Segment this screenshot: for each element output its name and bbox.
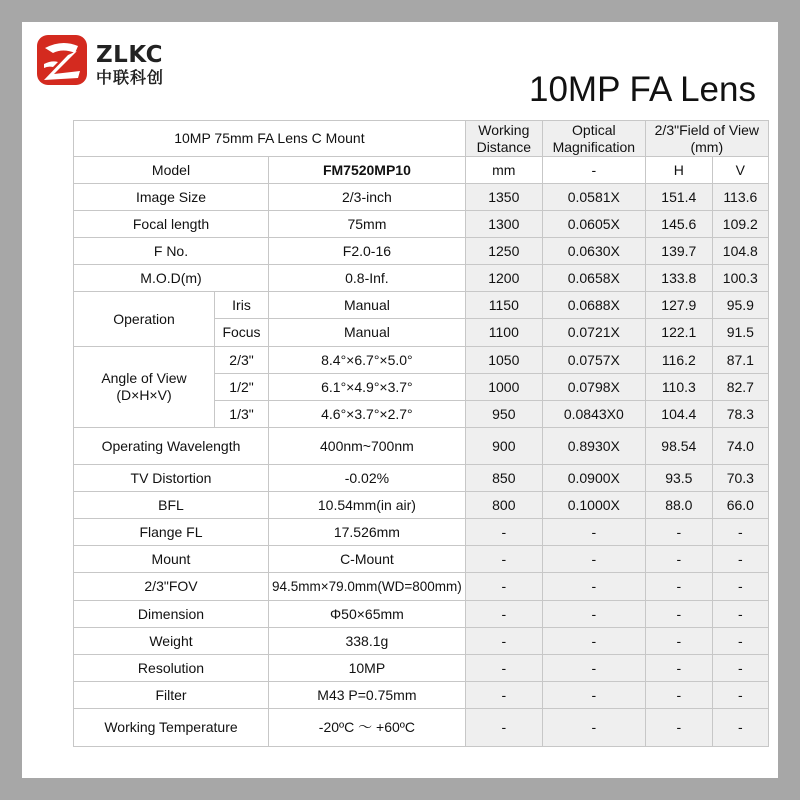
header-row bbox=[74, 121, 769, 157]
wd-cell: 1300 bbox=[465, 211, 542, 238]
fov-v-cell: - bbox=[712, 573, 768, 601]
page-title: 10MP FA Lens bbox=[528, 70, 756, 109]
wd-cell: 1200 bbox=[465, 265, 542, 292]
table-row bbox=[74, 682, 769, 709]
angle-value: 8.4°×6.7°×5.0° bbox=[269, 347, 466, 374]
mag-cell: 0.0581X bbox=[542, 184, 645, 211]
fov-v-cell: 66.0 bbox=[712, 492, 768, 519]
wd-cell: - bbox=[465, 601, 542, 628]
table-row bbox=[74, 465, 769, 492]
table-row bbox=[74, 519, 769, 546]
sensor-size: 1/3" bbox=[215, 401, 269, 428]
spec-label: Dimension bbox=[74, 601, 269, 628]
wd-cell: 1250 bbox=[465, 238, 542, 265]
table-row bbox=[74, 347, 769, 374]
mag-cell: 0.0900X bbox=[542, 465, 645, 492]
iris-value: Manual bbox=[269, 292, 466, 319]
fov-v-cell: 100.3 bbox=[712, 265, 768, 292]
table-row bbox=[74, 211, 769, 238]
fov-v-cell: 95.9 bbox=[712, 292, 768, 319]
wd-cell: - bbox=[465, 519, 542, 546]
spec-value: 10.54mm(in air) bbox=[269, 492, 466, 519]
table-row bbox=[74, 292, 769, 319]
mag-cell: - bbox=[542, 601, 645, 628]
fov-h-cell: 98.54 bbox=[645, 428, 712, 465]
fov-h-cell: 139.7 bbox=[645, 238, 712, 265]
spec-value: 10MP bbox=[269, 655, 466, 682]
fov-h-cell: 93.5 bbox=[645, 465, 712, 492]
spec-label: Operating Wavelength bbox=[74, 428, 269, 465]
mag-cell: - bbox=[542, 519, 645, 546]
fov-h-cell: 122.1 bbox=[645, 319, 712, 347]
fov-h-cell: - bbox=[645, 655, 712, 682]
fov-v-cell: 70.3 bbox=[712, 465, 768, 492]
wd-cell: - bbox=[465, 628, 542, 655]
fov-v-cell: - bbox=[712, 628, 768, 655]
fov-h-cell: - bbox=[645, 628, 712, 655]
mag-cell: - bbox=[542, 628, 645, 655]
fov-h-cell: 110.3 bbox=[645, 374, 712, 401]
mag-cell: - bbox=[542, 655, 645, 682]
mag-cell: - bbox=[542, 546, 645, 573]
spec-value: C-Mount bbox=[269, 546, 466, 573]
table-row bbox=[74, 265, 769, 292]
fov-h-cell: 88.0 bbox=[645, 492, 712, 519]
spec-label: M.O.D(m) bbox=[74, 265, 269, 292]
fov-v-cell: 74.0 bbox=[712, 428, 768, 465]
mag-cell: - bbox=[542, 709, 645, 747]
wd-cell: - bbox=[465, 682, 542, 709]
table-row bbox=[74, 601, 769, 628]
brand-logo bbox=[36, 34, 216, 100]
fov-v-cell: 91.5 bbox=[712, 319, 768, 347]
spec-label: Image Size bbox=[74, 184, 269, 211]
spec-label: Filter bbox=[74, 682, 269, 709]
spec-value: 400nm~700nm bbox=[269, 428, 466, 465]
mag-cell: 0.0798X bbox=[542, 374, 645, 401]
fov-h-cell: - bbox=[645, 682, 712, 709]
working-distance-header: Working Distance bbox=[465, 121, 542, 157]
model-label: Model bbox=[74, 157, 269, 184]
angle-value: 6.1°×4.9°×3.7° bbox=[269, 374, 466, 401]
wd-cell: - bbox=[465, 546, 542, 573]
table-row bbox=[74, 655, 769, 682]
spec-value: Φ50×65mm bbox=[269, 601, 466, 628]
mag-cell: 0.0605X bbox=[542, 211, 645, 238]
wd-unit: mm bbox=[465, 157, 542, 184]
wd-cell: 1000 bbox=[465, 374, 542, 401]
table-row bbox=[74, 238, 769, 265]
spec-label: Flange FL bbox=[74, 519, 269, 546]
fov-h-cell: 104.4 bbox=[645, 401, 712, 428]
wd-cell: 1150 bbox=[465, 292, 542, 319]
spec-label: 2/3"FOV bbox=[74, 573, 269, 601]
spec-value: 94.5mm×79.0mm(WD=800mm) bbox=[269, 573, 466, 601]
focus-label: Focus bbox=[215, 319, 269, 347]
mag-cell: 0.0843X0 bbox=[542, 401, 645, 428]
mag-cell: 0.1000X bbox=[542, 492, 645, 519]
fov-v-cell: - bbox=[712, 709, 768, 747]
spec-label: Focal length bbox=[74, 211, 269, 238]
fov-h-cell: - bbox=[645, 573, 712, 601]
model-value: FM7520MP10 bbox=[269, 157, 466, 184]
fov-h-cell: - bbox=[645, 546, 712, 573]
fov-h-cell: - bbox=[645, 601, 712, 628]
fov-h-cell: 133.8 bbox=[645, 265, 712, 292]
fov-v-cell: - bbox=[712, 601, 768, 628]
fov-h-cell: - bbox=[645, 709, 712, 747]
product-card bbox=[22, 22, 778, 778]
fov-v-cell: 78.3 bbox=[712, 401, 768, 428]
wd-cell: 800 bbox=[465, 492, 542, 519]
fov-v-cell: 104.8 bbox=[712, 238, 768, 265]
spec-value: 2/3-inch bbox=[269, 184, 466, 211]
fov-h-cell: - bbox=[645, 519, 712, 546]
fov-h-cell: 116.2 bbox=[645, 347, 712, 374]
fov-v-header: V bbox=[712, 157, 768, 184]
fov-v-cell: 82.7 bbox=[712, 374, 768, 401]
table-row bbox=[74, 184, 769, 211]
spec-label: TV Distortion bbox=[74, 465, 269, 492]
wd-cell: 1050 bbox=[465, 347, 542, 374]
spec-value: M43 P=0.75mm bbox=[269, 682, 466, 709]
wd-cell: 1350 bbox=[465, 184, 542, 211]
lens-title: 10MP 75mm FA Lens C Mount bbox=[74, 121, 466, 157]
spec-label: Working Temperature bbox=[74, 709, 269, 747]
fov-v-cell: - bbox=[712, 546, 768, 573]
fov-h-cell: 127.9 bbox=[645, 292, 712, 319]
fov-v-cell: - bbox=[712, 682, 768, 709]
angle-value: 4.6°×3.7°×2.7° bbox=[269, 401, 466, 428]
table-row bbox=[74, 428, 769, 465]
brand-name-cn: 中联科创 bbox=[96, 68, 165, 87]
mag-cell: 0.8930X bbox=[542, 428, 645, 465]
zlkc-logo-icon bbox=[36, 34, 88, 86]
fov-v-cell: - bbox=[712, 655, 768, 682]
fov-h-header: H bbox=[645, 157, 712, 184]
spec-label: Mount bbox=[74, 546, 269, 573]
iris-label: Iris bbox=[215, 292, 269, 319]
spec-value: -20ºC ～ +60ºC bbox=[269, 709, 466, 747]
spec-value: -0.02% bbox=[269, 465, 466, 492]
mag-unit: - bbox=[542, 157, 645, 184]
mag-cell: 0.0658X bbox=[542, 265, 645, 292]
sensor-size: 1/2" bbox=[215, 374, 269, 401]
spec-value: F2.0-16 bbox=[269, 238, 466, 265]
angle-of-view-label: Angle of View (D×H×V) bbox=[74, 347, 215, 428]
operation-label: Operation bbox=[74, 292, 215, 347]
mag-cell: 0.0630X bbox=[542, 238, 645, 265]
spec-label: F No. bbox=[74, 238, 269, 265]
fov-v-cell: 113.6 bbox=[712, 184, 768, 211]
table-row bbox=[74, 628, 769, 655]
table-row bbox=[74, 709, 769, 747]
wd-cell: 900 bbox=[465, 428, 542, 465]
spec-value: 75mm bbox=[269, 211, 466, 238]
model-row bbox=[74, 157, 769, 184]
fov-h-cell: 151.4 bbox=[645, 184, 712, 211]
fov-h-cell: 145.6 bbox=[645, 211, 712, 238]
sensor-size: 2/3" bbox=[215, 347, 269, 374]
table-row bbox=[74, 546, 769, 573]
optical-magnification-header: Optical Magnification bbox=[542, 121, 645, 157]
wd-cell: 850 bbox=[465, 465, 542, 492]
spec-value: 0.8-Inf. bbox=[269, 265, 466, 292]
spec-label: Weight bbox=[74, 628, 269, 655]
mag-cell: 0.0688X bbox=[542, 292, 645, 319]
wd-cell: 1100 bbox=[465, 319, 542, 347]
mag-cell: - bbox=[542, 682, 645, 709]
fov-v-cell: 87.1 bbox=[712, 347, 768, 374]
wd-cell: - bbox=[465, 655, 542, 682]
wd-cell: - bbox=[465, 709, 542, 747]
wd-cell: - bbox=[465, 573, 542, 601]
table-row bbox=[74, 573, 769, 601]
spec-value: 338.1g bbox=[269, 628, 466, 655]
mag-cell: 0.0757X bbox=[542, 347, 645, 374]
focus-value: Manual bbox=[269, 319, 466, 347]
mag-cell: 0.0721X bbox=[542, 319, 645, 347]
field-of-view-header: 2/3"Field of View (mm) bbox=[645, 121, 768, 157]
fov-v-cell: - bbox=[712, 519, 768, 546]
spec-label: Resolution bbox=[74, 655, 269, 682]
spec-table bbox=[73, 120, 769, 747]
wd-cell: 950 bbox=[465, 401, 542, 428]
spec-label: BFL bbox=[74, 492, 269, 519]
spec-value: 17.526mm bbox=[269, 519, 466, 546]
fov-v-cell: 109.2 bbox=[712, 211, 768, 238]
brand-name-en: ZLKC bbox=[96, 42, 164, 68]
mag-cell: - bbox=[542, 573, 645, 601]
table-row bbox=[74, 492, 769, 519]
